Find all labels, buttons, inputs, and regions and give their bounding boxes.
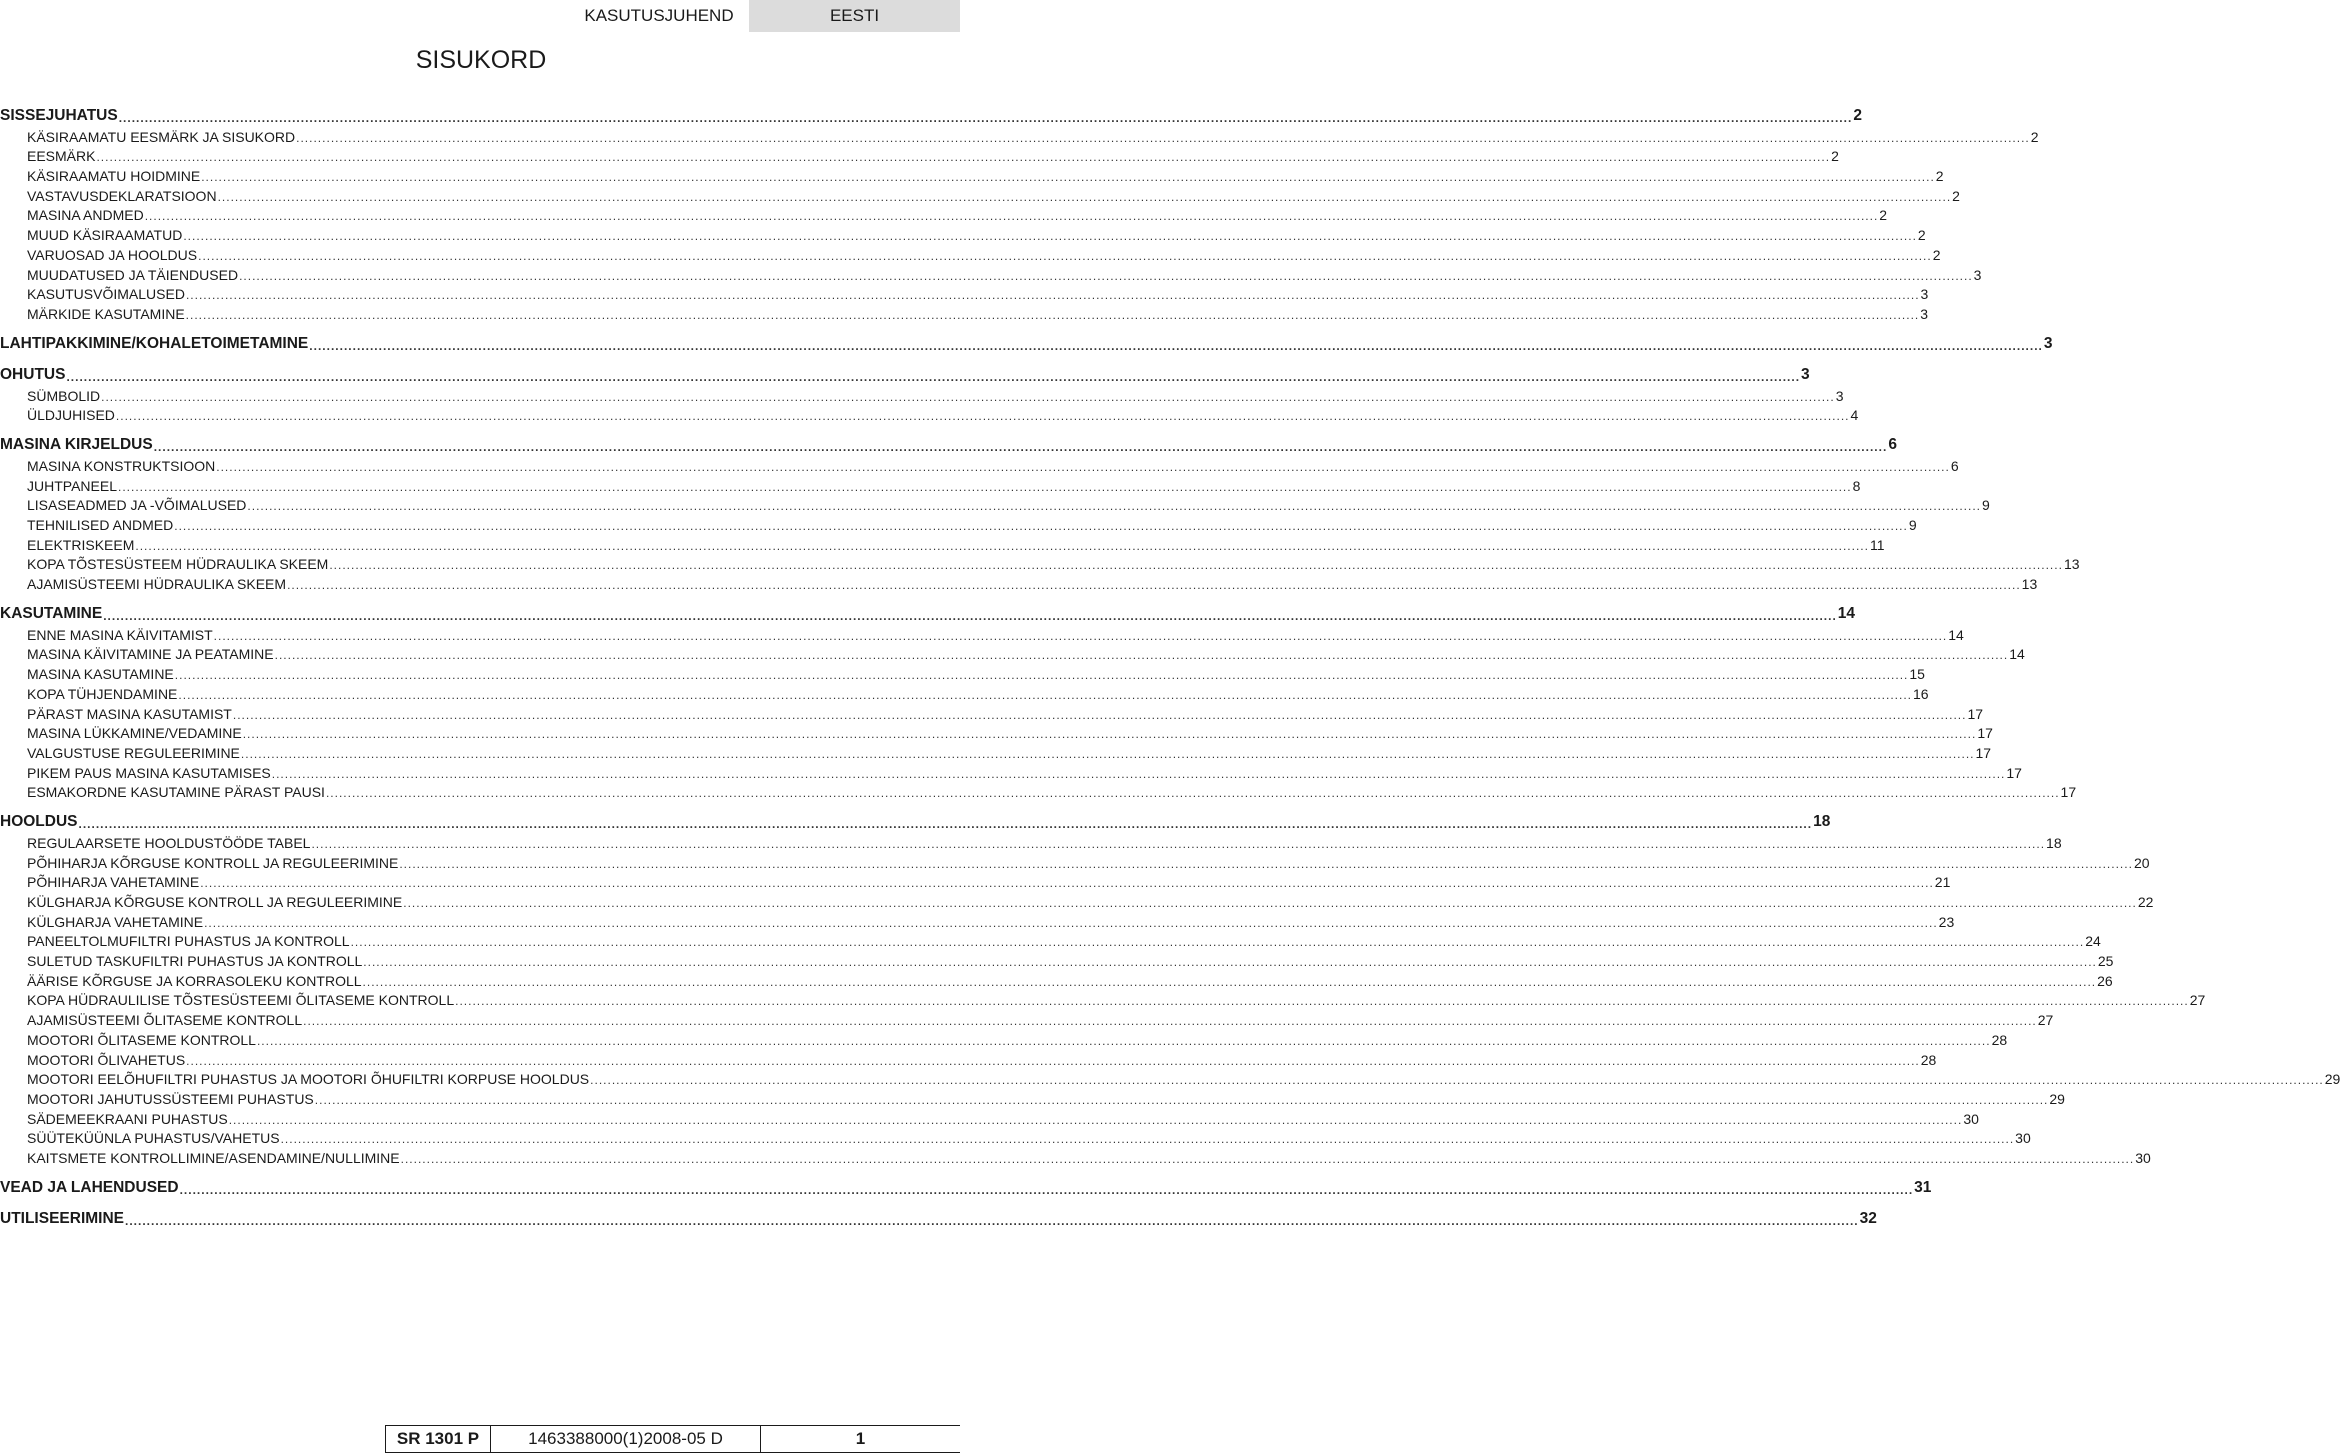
- toc-entry-title: ÜLDJUHISED: [27, 407, 115, 424]
- toc-entry-title: MUUDATUSED JA TÄIENDUSED: [27, 266, 239, 283]
- toc-entry-page: 30: [2015, 1130, 2031, 1147]
- toc-entry-title: SÄDEMEEKRAANI PUHASTUS: [27, 1110, 228, 1127]
- toc-entry-title: KÜLGHARJA VAHETAMINE: [27, 913, 204, 930]
- toc-entry-page: 14: [2009, 646, 2025, 663]
- toc-entry-title: KOPA TÜHJENDAMINE: [27, 685, 178, 702]
- toc-entry-title: VEAD JA LAHENDUSED: [0, 1178, 179, 1196]
- dot-leader: ................................................................................................................................................................................................................................................................................................................................................................................................................: [247, 499, 1981, 514]
- dot-leader: ................................................................................................................................................................................................................................................................................................................................................................................................................: [240, 746, 1975, 761]
- dot-leader: ................................................................................................................................................................................................................................................................................................................................................................................................................: [296, 130, 2030, 145]
- toc-item[interactable]: [0, 533, 1885, 553]
- toc-entry-title: HOOLDUS: [0, 813, 78, 831]
- toc-entry-page: 29: [2324, 1071, 2340, 1088]
- toc-entry-page: 27: [2189, 992, 2206, 1009]
- toc-entry-page: 20: [2133, 854, 2150, 871]
- dot-leader: ................................................................................................................................................................................................................................................................................................................................................................................................................: [66, 369, 1801, 384]
- dot-leader: ................................................................................................................................................................................................................................................................................................................................................................................................................: [228, 1112, 1963, 1127]
- toc-entry-page: 2: [1831, 148, 1839, 165]
- toc-entry-page: 18: [2046, 834, 2062, 851]
- dot-leader: ................................................................................................................................................................................................................................................................................................................................................................................................................: [363, 955, 2097, 970]
- toc-item[interactable]: [0, 302, 1929, 322]
- toc-entry-title: AJAMISÜSTEEMI ÕLITASEME KONTROLL: [27, 1012, 303, 1029]
- document-code: 1463388000(1)2008-05 D: [490, 1425, 760, 1453]
- toc-entry-page: 17: [2060, 784, 2077, 801]
- toc-entry-page: 27: [2037, 1012, 2054, 1029]
- dot-leader: ................................................................................................................................................................................................................................................................................................................................................................................................................: [303, 1014, 2037, 1029]
- toc-entry-page: 31: [1914, 1178, 1932, 1196]
- toc-item[interactable]: [0, 384, 1844, 404]
- manual-label: KASUTUSJUHEND: [569, 0, 749, 32]
- toc-item[interactable]: [0, 283, 1929, 303]
- toc-entry-title: OHUTUS: [0, 365, 66, 383]
- dot-leader: ................................................................................................................................................................................................................................................................................................................................................................................................................: [280, 1132, 2015, 1147]
- toc-item[interactable]: [0, 243, 1941, 263]
- dot-leader: ................................................................................................................................................................................................................................................................................................................................................................................................................: [217, 189, 1952, 204]
- toc-entry-title: SÜMBOLID: [27, 387, 101, 404]
- toc-entry-page: 8: [1852, 477, 1861, 494]
- toc-entry-title: PANEELTOLMUFILTRI PUHASTUS JA KONTROLL: [27, 933, 350, 950]
- toc-item[interactable]: [0, 494, 1990, 514]
- toc-entry-title: MOOTORI JAHUTUSSÜSTEEMI PUHASTUS: [27, 1090, 314, 1107]
- toc-item[interactable]: [0, 125, 2039, 145]
- dot-leader: ................................................................................................................................................................................................................................................................................................................................................................................................................: [204, 915, 1938, 930]
- toc-item[interactable]: [0, 722, 1993, 742]
- toc-entry-page: 30: [1963, 1110, 1979, 1127]
- toc-item[interactable]: [0, 890, 2154, 910]
- toc-entry-page: 6: [1888, 436, 1897, 454]
- dot-leader: ................................................................................................................................................................................................................................................................................................................................................................................................................: [183, 229, 1917, 244]
- toc-item[interactable]: [0, 989, 2206, 1009]
- toc-entry-title: ÄÄRISE KÕRGUSE JA KORRASOLEKU KONTROLL: [27, 972, 362, 989]
- dot-leader: ................................................................................................................................................................................................................................................................................................................................................................................................................: [174, 519, 1908, 533]
- toc-section[interactable]: [0, 362, 1810, 384]
- toc-entry-title: PÕHIHARJA KÕRGUSE KONTROLL JA REGULEERIMINE: [27, 854, 399, 871]
- toc-entry-page: 26: [2097, 972, 2113, 989]
- dot-leader: ................................................................................................................................................................................................................................................................................................................................................................................................................: [274, 648, 2009, 663]
- dot-leader: ................................................................................................................................................................................................................................................................................................................................................................................................................: [201, 170, 1935, 185]
- dot-leader: ................................................................................................................................................................................................................................................................................................................................................................................................................: [403, 896, 2137, 910]
- dot-leader: ................................................................................................................................................................................................................................................................................................................................................................................................................: [213, 628, 1948, 643]
- toc-entry-page: 6: [1950, 457, 1959, 474]
- toc-entry-page: 9: [1982, 497, 1990, 514]
- toc-item[interactable]: [0, 223, 1926, 244]
- toc-entry-page: 3: [2043, 334, 2053, 352]
- toc-item[interactable]: [0, 404, 1859, 424]
- toc-item[interactable]: [0, 871, 1951, 891]
- toc-entry-title: EESMÄRK: [27, 148, 96, 165]
- toc-entry-page: 25: [2097, 953, 2114, 970]
- toc-entry-title: AJAMISÜSTEEMI HÜDRAULIKA SKEEM: [27, 576, 287, 593]
- dot-leader: ................................................................................................................................................................................................................................................................................................................................................................................................................: [350, 935, 2085, 950]
- dot-leader: ................................................................................................................................................................................................................................................................................................................................................................................................................: [101, 389, 1835, 404]
- toc-entry-page: 28: [1991, 1031, 2008, 1048]
- table-of-contents: [0, 103, 2340, 1228]
- dot-leader: ................................................................................................................................................................................................................................................................................................................................................................................................................: [185, 307, 1920, 322]
- toc-item[interactable]: [0, 1028, 2008, 1048]
- dot-leader: ................................................................................................................................................................................................................................................................................................................................................................................................................: [178, 687, 1912, 702]
- dot-leader: ................................................................................................................................................................................................................................................................................................................................................................................................................: [117, 479, 1852, 494]
- dot-leader: ................................................................................................................................................................................................................................................................................................................................................................................................................: [242, 727, 1977, 742]
- toc-entry-title: VALGUSTUSE REGULEERIMINE: [27, 744, 240, 761]
- toc-entry-page: 21: [1934, 874, 1951, 891]
- toc-entry-page: 30: [2135, 1149, 2151, 1166]
- toc-entry-page: 2: [1853, 107, 1862, 124]
- toc-item[interactable]: [0, 949, 2114, 970]
- dot-leader: ................................................................................................................................................................................................................................................................................................................................................................................................................: [103, 609, 1837, 624]
- toc-section[interactable]: [0, 809, 1831, 832]
- dot-leader: ................................................................................................................................................................................................................................................................................................................................................................................................................: [185, 288, 1920, 303]
- toc-entry-title: KASUTAMINE: [0, 605, 103, 623]
- toc-entry-page: 13: [2021, 576, 2038, 593]
- dot-leader: ................................................................................................................................................................................................................................................................................................................................................................................................................: [314, 1092, 2049, 1107]
- toc-entry-title: PÄRAST MASINA KASUTAMIST: [27, 705, 232, 722]
- toc-entry-page: 11: [1869, 536, 1885, 553]
- dot-leader: ................................................................................................................................................................................................................................................................................................................................................................................................................: [362, 974, 2097, 989]
- dot-leader: ................................................................................................................................................................................................................................................................................................................................................................................................................: [135, 538, 1869, 553]
- toc-entry-title: MASINA LÜKKAMINE/VEDAMINE: [27, 725, 242, 742]
- dot-leader: ................................................................................................................................................................................................................................................................................................................................................................................................................: [455, 994, 2189, 1009]
- toc-item[interactable]: [0, 553, 2080, 573]
- toc-item[interactable]: [0, 474, 1861, 494]
- toc-entry-page: 17: [1967, 705, 1984, 722]
- toc-entry-title: VASTAVUSDEKLARATSIOON: [27, 187, 217, 204]
- dot-leader: ................................................................................................................................................................................................................................................................................................................................................................................................................: [325, 786, 2060, 801]
- toc-entry-page: 17: [1977, 725, 1993, 742]
- toc-entry-title: SISSEJUHATUS: [0, 107, 118, 124]
- toc-entry-page: 22: [2137, 894, 2154, 910]
- toc-entry-title: MASINA KASUTAMINE: [27, 666, 174, 683]
- toc-entry-page: 17: [1975, 744, 1992, 761]
- toc-entry-page: 2: [2030, 128, 2039, 145]
- toc-item[interactable]: [0, 145, 1839, 165]
- page-number: 1: [760, 1425, 960, 1453]
- toc-entry-page: 14: [1948, 626, 1964, 643]
- dot-leader: ................................................................................................................................................................................................................................................................................................................................................................................................................: [115, 409, 1850, 424]
- toc-entry-title: MOOTORI EELÕHUFILTRI PUHASTUS JA MOOTORI ÕHUFILTRI KORPUSE HOOLDUS: [27, 1071, 590, 1088]
- toc-item[interactable]: [0, 831, 2062, 851]
- dot-leader: ................................................................................................................................................................................................................................................................................................................................................................................................................: [329, 558, 2063, 573]
- toc-section[interactable]: [0, 432, 1897, 455]
- dot-leader: ................................................................................................................................................................................................................................................................................................................................................................................................................: [590, 1073, 2324, 1088]
- toc-item[interactable]: [0, 702, 1984, 722]
- toc-entry-page: 18: [1813, 813, 1831, 831]
- toc-item[interactable]: [0, 682, 1929, 702]
- toc-entry-title: TEHNILISED ANDMED: [27, 517, 174, 533]
- toc-entry-page: 13: [2063, 556, 2080, 573]
- toc-entry-page: 17: [2006, 764, 2022, 781]
- toc-section[interactable]: [0, 601, 1856, 624]
- toc-entry-page: 15: [1909, 666, 1925, 683]
- toc-entry-title: JUHTPANEEL: [27, 477, 117, 494]
- toc-entry-title: LAHTIPAKKIMINE/KOHALETOIMETAMINE: [0, 334, 309, 352]
- toc-entry-page: 29: [2049, 1090, 2065, 1107]
- toc-item[interactable]: [0, 969, 2113, 989]
- dot-leader: ................................................................................................................................................................................................................................................................................................................................................................................................................: [256, 1033, 1991, 1048]
- toc-item[interactable]: [0, 1008, 2054, 1029]
- toc-entry-title: KÄSIRAAMATU EESMÄRK JA SISUKORD: [27, 128, 296, 145]
- page-title: SISUKORD: [415, 46, 547, 74]
- toc-entry-page: 2: [1932, 246, 1941, 263]
- toc-entry-page: 2: [1935, 168, 1944, 185]
- toc-entry-title: KAITSMETE KONTROLLIMINE/ASENDAMINE/NULLIMINE: [27, 1149, 400, 1166]
- toc-item[interactable]: [0, 204, 1888, 224]
- toc-entry-title: PIKEM PAUS MASINA KASUTAMISES: [27, 764, 271, 781]
- dot-leader: ................................................................................................................................................................................................................................................................................................................................................................................................................: [309, 338, 2043, 353]
- toc-item[interactable]: [0, 1068, 2340, 1088]
- toc-entry-page: 14: [1837, 605, 1856, 623]
- page-footer: [385, 1425, 960, 1453]
- dot-leader: ................................................................................................................................................................................................................................................................................................................................................................................................................: [186, 1053, 1920, 1068]
- toc-entry-title: SÜÜTEKÜÜNLA PUHASTUS/VAHETUS: [27, 1130, 280, 1147]
- toc-entry-page: 28: [1920, 1051, 1937, 1068]
- dot-leader: ................................................................................................................................................................................................................................................................................................................................................................................................................: [179, 1182, 1914, 1197]
- dot-leader: ................................................................................................................................................................................................................................................................................................................................................................................................................: [239, 268, 1973, 283]
- toc-item[interactable]: [0, 263, 1982, 283]
- dot-leader: ................................................................................................................................................................................................................................................................................................................................................................................................................: [399, 856, 2133, 871]
- toc-entry-title: MUUD KÄSIRAAMATUD: [27, 227, 183, 244]
- toc-entry-page: 3: [1835, 387, 1844, 404]
- toc-entry-page: 3: [1920, 305, 1929, 322]
- dot-leader: ................................................................................................................................................................................................................................................................................................................................................................................................................: [232, 707, 1967, 722]
- toc-entry-page: 2: [1917, 227, 1926, 244]
- toc-entry-title: VARUOSAD JA HOOLDUS: [27, 246, 198, 263]
- toc-item[interactable]: [0, 454, 1959, 474]
- toc-item[interactable]: [0, 513, 1917, 533]
- toc-entry-page: 4: [1850, 407, 1859, 424]
- dot-leader: ................................................................................................................................................................................................................................................................................................................................................................................................................: [96, 150, 1831, 165]
- toc-item[interactable]: [0, 910, 1955, 930]
- language-label: EESTI: [749, 0, 960, 32]
- toc-section[interactable]: [0, 331, 2053, 353]
- dot-leader: ................................................................................................................................................................................................................................................................................................................................................................................................................: [271, 766, 2006, 781]
- toc-entry-page: 3: [1973, 266, 1982, 283]
- toc-entry-page: 24: [2085, 933, 2101, 950]
- dot-leader: ................................................................................................................................................................................................................................................................................................................................................................................................................: [118, 111, 1853, 125]
- page-header: [569, 0, 960, 32]
- toc-entry-title: PÕHIHARJA VAHETAMINE: [27, 874, 200, 891]
- toc-item[interactable]: [0, 741, 1992, 761]
- toc-entry-page: 2: [1879, 207, 1888, 224]
- toc-item[interactable]: [0, 930, 2101, 950]
- toc-entry-page: 3: [1801, 365, 1810, 383]
- toc-item[interactable]: [0, 623, 1964, 643]
- toc-entry-title: MASINA ANDMED: [27, 207, 144, 224]
- dot-leader: ................................................................................................................................................................................................................................................................................................................................................................................................................: [125, 1213, 1859, 1228]
- toc-item[interactable]: [0, 781, 2077, 801]
- toc-section[interactable]: [0, 1206, 1877, 1228]
- toc-entry-title: MÄRKIDE KASUTAMINE: [27, 305, 185, 322]
- toc-entry-title: UTILISEERIMINE: [0, 1209, 125, 1227]
- toc-entry-title: MASINA KÄIVITAMINE JA PEATAMINE: [27, 646, 274, 663]
- toc-item[interactable]: [0, 643, 2025, 663]
- toc-entry-page: 2: [1952, 187, 1960, 204]
- toc-entry-title: ELEKTRISKEEM: [27, 536, 135, 553]
- toc-entry-page: 23: [1938, 913, 1955, 930]
- toc-entry-title: MOOTORI ÕLITASEME KONTROLL: [27, 1031, 256, 1048]
- toc-item[interactable]: [0, 1107, 1979, 1127]
- dot-leader: ................................................................................................................................................................................................................................................................................................................................................................................................................: [200, 876, 1934, 891]
- model-label: SR 1301 P: [385, 1425, 490, 1453]
- toc-item[interactable]: [0, 1127, 2031, 1147]
- toc-entry-title: MASINA KIRJELDUS: [0, 436, 153, 454]
- toc-entry-title: SULETUD TASKUFILTRI PUHASTUS JA KONTROLL: [27, 953, 363, 970]
- dot-leader: ................................................................................................................................................................................................................................................................................................................................................................................................................: [153, 440, 1888, 455]
- dot-leader: ................................................................................................................................................................................................................................................................................................................................................................................................................: [400, 1151, 2135, 1166]
- toc-entry-title: KOPA TÕSTESÜSTEEM HÜDRAULIKA SKEEM: [27, 556, 329, 573]
- toc-item[interactable]: [0, 662, 1925, 683]
- toc-item[interactable]: [0, 164, 1944, 185]
- dot-leader: ................................................................................................................................................................................................................................................................................................................................................................................................................: [216, 459, 1950, 474]
- toc-item[interactable]: [0, 1087, 2065, 1107]
- toc-item[interactable]: [0, 761, 2022, 781]
- toc-entry-title: KÄSIRAAMATU HOIDMINE: [27, 168, 201, 185]
- dot-leader: ................................................................................................................................................................................................................................................................................................................................................................................................................: [144, 209, 1879, 224]
- toc-entry-page: 9: [1908, 517, 1917, 533]
- toc-item[interactable]: [0, 572, 2038, 593]
- toc-entry-page: 16: [1913, 685, 1929, 702]
- toc-entry-title: ESMAKORDNE KASUTAMINE PÄRAST PAUSI: [27, 784, 325, 801]
- dot-leader: ................................................................................................................................................................................................................................................................................................................................................................................................................: [198, 248, 1932, 263]
- toc-item[interactable]: [0, 851, 2150, 871]
- toc-section[interactable]: [0, 1175, 1932, 1197]
- toc-entry-page: 32: [1859, 1209, 1877, 1227]
- toc-entry-title: KÜLGHARJA KÕRGUSE KONTROLL JA REGULEERIMINE: [27, 894, 403, 910]
- toc-item[interactable]: [0, 184, 1960, 204]
- dot-leader: ................................................................................................................................................................................................................................................................................................................................................................................................................: [174, 668, 1909, 683]
- dot-leader: ................................................................................................................................................................................................................................................................................................................................................................................................................: [311, 836, 2046, 851]
- toc-entry-title: REGULAARSETE HOOLDUSTÖÖDE TABEL: [27, 834, 311, 851]
- toc-entry-title: ENNE MASINA KÄIVITAMIST: [27, 626, 213, 643]
- dot-leader: ................................................................................................................................................................................................................................................................................................................................................................................................................: [78, 817, 1813, 832]
- toc-item[interactable]: [0, 1146, 2151, 1166]
- toc-entry-title: MASINA KONSTRUKTSIOON: [27, 457, 216, 474]
- dot-leader: ................................................................................................................................................................................................................................................................................................................................................................................................................: [287, 578, 2021, 593]
- toc-entry-title: MOOTORI ÕLIVAHETUS: [27, 1051, 186, 1068]
- toc-entry-title: KOPA HÜDRAULILISE TÕSTESÜSTEEMI ÕLITASEME KONTROLL: [27, 992, 455, 1009]
- toc-item[interactable]: [0, 1048, 1937, 1068]
- toc-entry-title: LISASEADMED JA -VÕIMALUSED: [27, 497, 247, 514]
- toc-section[interactable]: [0, 103, 1862, 125]
- toc-entry-title: KASUTUSVÕIMALUSED: [27, 286, 185, 303]
- toc-entry-page: 3: [1920, 286, 1929, 303]
